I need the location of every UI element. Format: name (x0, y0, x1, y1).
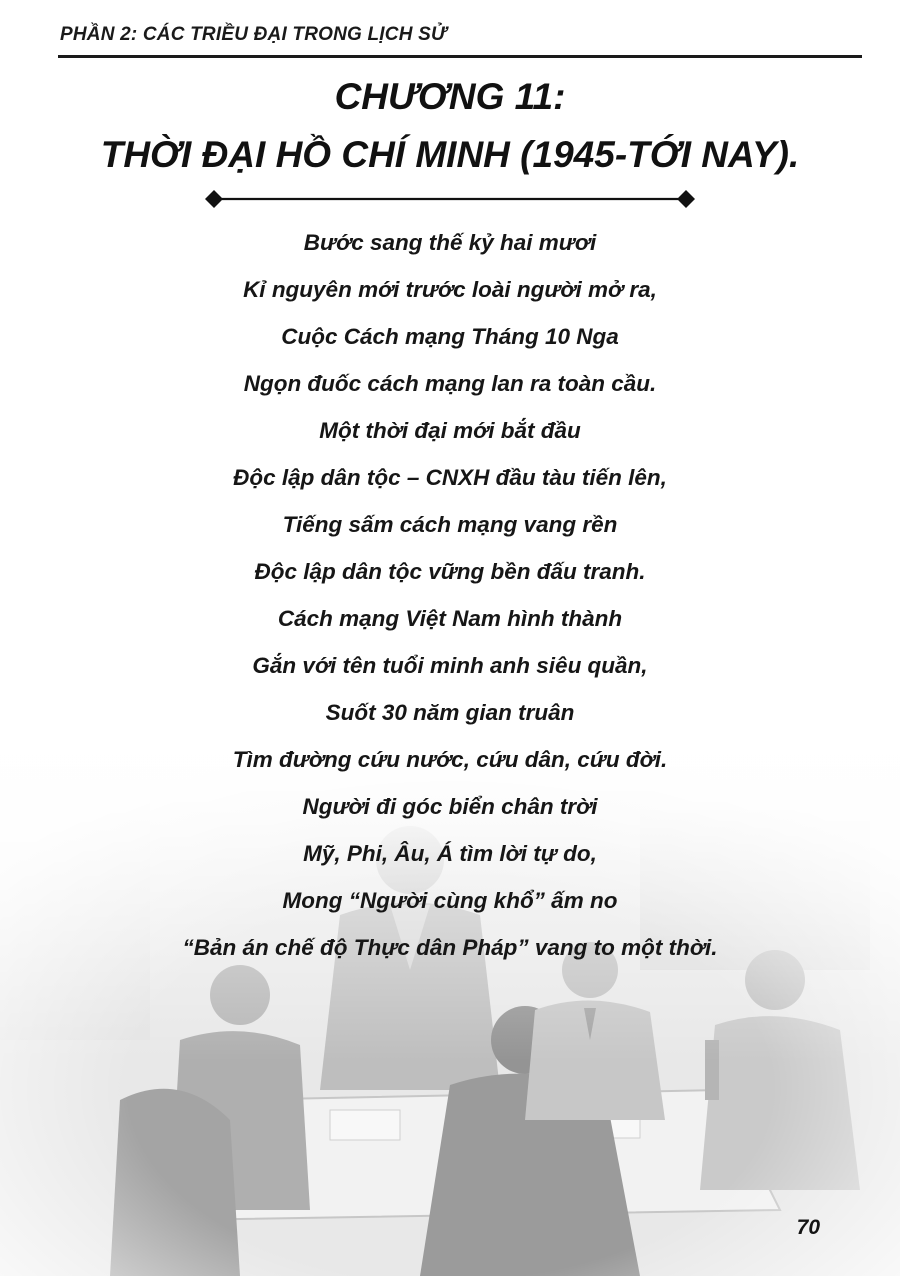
chapter-title: THỜI ĐẠI HỒ CHÍ MINH (1945-TỚI NAY). (100, 134, 800, 175)
poem-line: Mỹ, Phi, Âu, Á tìm lời tự do, (303, 841, 597, 866)
page-number: 70 (796, 1216, 820, 1239)
poem-line: “Bản án chế độ Thực dân Pháp” vang to một thời. (182, 935, 718, 960)
poem-line: Người đi góc biển chân trời (302, 794, 598, 819)
header-rule (58, 55, 862, 58)
poem-line: Mong “Người cùng khổ” ấm no (282, 888, 618, 913)
poem-line: Tiếng sấm cách mạng vang rền (282, 512, 618, 537)
poem-line: Gắn với tên tuổi minh anh siêu quần, (252, 653, 648, 678)
diamond-rule-ornament (204, 186, 696, 212)
chapter-number-title: CHƯƠNG 11: (334, 76, 566, 117)
poem-line: Cách mạng Việt Nam hình thành (277, 606, 623, 631)
poem-line: Độc lập dân tộc – CNXH đầu tàu tiến lên, (233, 465, 667, 490)
poem-line: Ngọn đuốc cách mạng lan ra toàn cầu. (243, 371, 657, 396)
poem-line: Một thời đại mới bắt đầu (319, 418, 581, 443)
poem-line: Cuộc Cách mạng Tháng 10 Nga (281, 324, 619, 349)
poem-line: Kỉ nguyên mới trước loài người mở ra, (243, 277, 657, 302)
poem-line: Độc lập dân tộc vững bền đấu tranh. (254, 559, 646, 584)
running-header: PHẦN 2: CÁC TRIỀU ĐẠI TRONG LỊCH SỬ (60, 24, 447, 45)
poem-line: Tìm đường cứu nước, cứu dân, cứu đời. (232, 747, 668, 772)
poem-line: Bước sang thế kỷ hai mươi (303, 230, 597, 255)
poem-line: Suốt 30 năm gian truân (325, 700, 575, 725)
meeting-illustration (0, 740, 900, 1276)
